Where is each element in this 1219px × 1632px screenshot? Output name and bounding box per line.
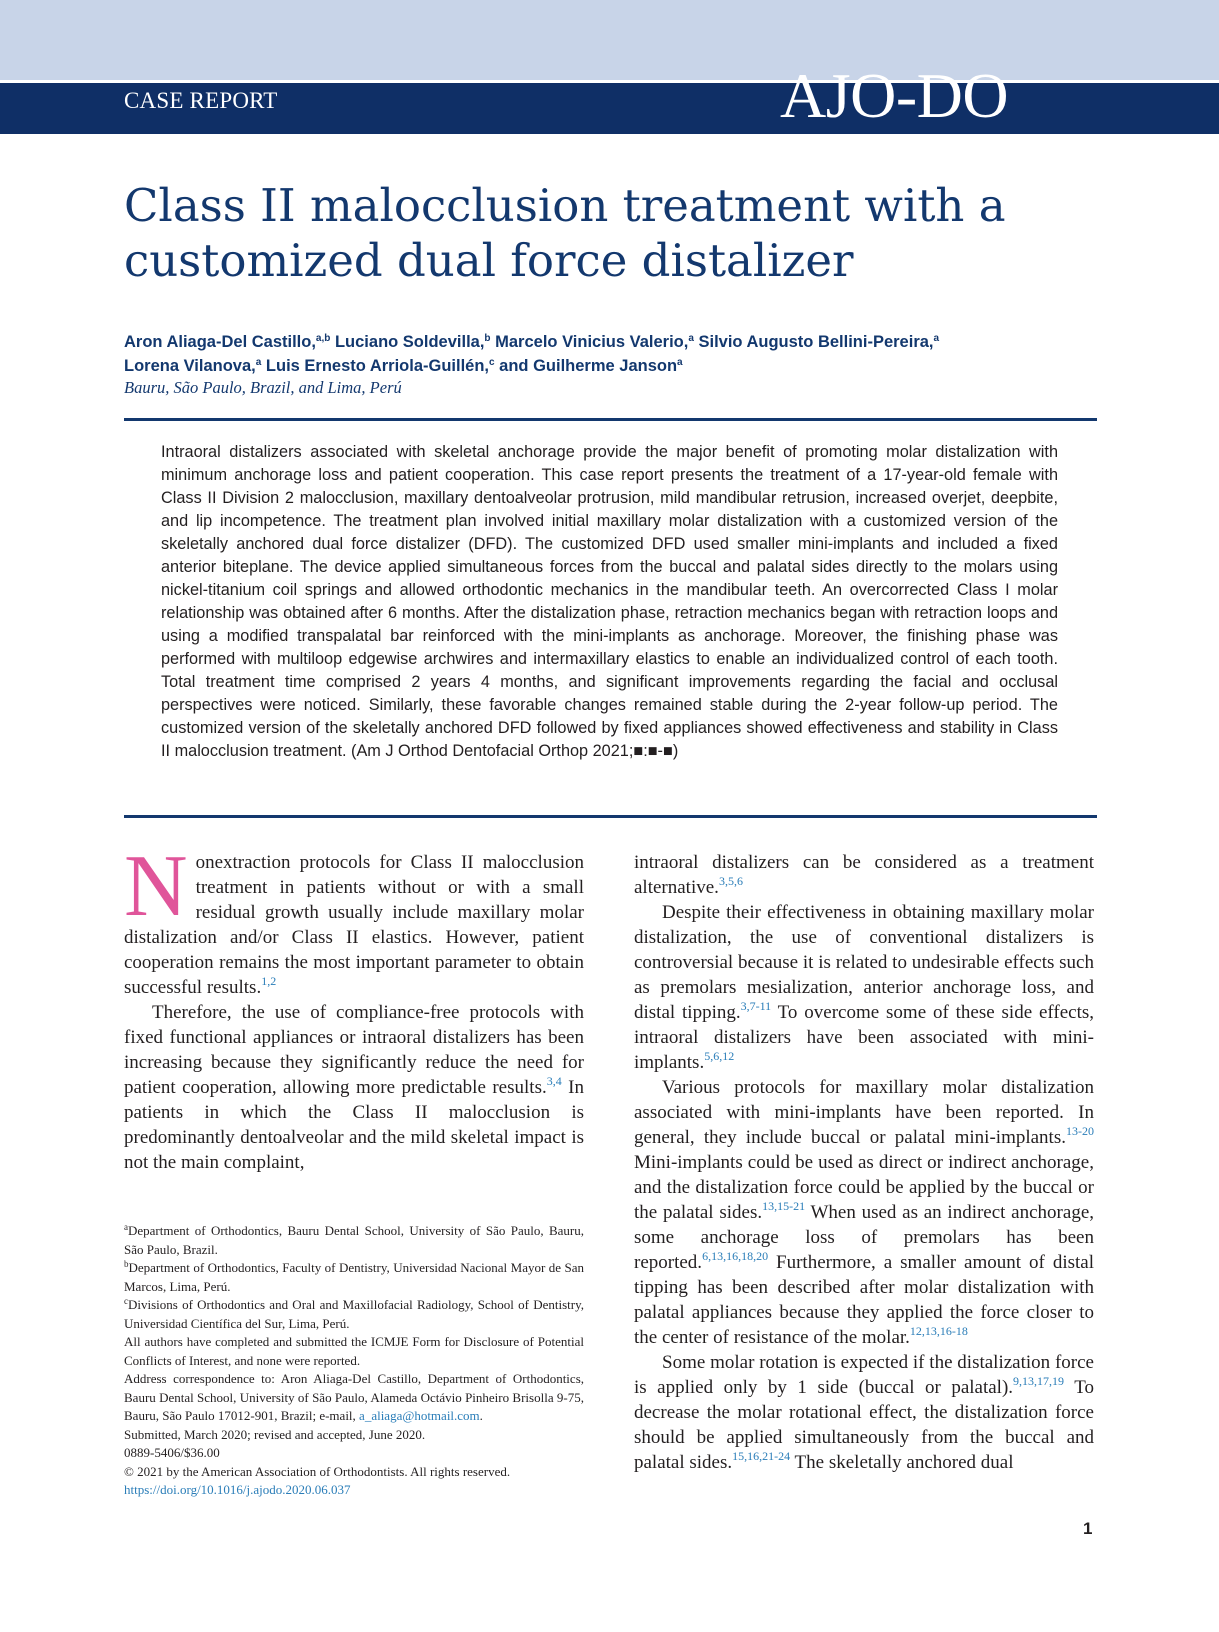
footnote-marker: c xyxy=(124,1296,128,1306)
author-affiliation: a,b xyxy=(315,333,331,344)
author-name: Aron Aliaga-Del Castillo, xyxy=(124,333,316,351)
paragraph-text: The skeletally anchored dual xyxy=(790,1452,1014,1473)
correspondence-note xyxy=(124,1370,584,1426)
issn: 0889-5406/$36.00 xyxy=(124,1445,220,1460)
author-line-1 xyxy=(124,330,1084,354)
citation-link[interactable]: 13,15-21 xyxy=(762,1199,806,1213)
footnote-text: Address correspondence to: Aron Aliaga-Del Castillo, Department of Orthodontics, Bauru Dental School, University of São Paulo, Alameda Octávio Pinheiro Brisolla 9-75, Bauru, São Paulo 17012-901, Brazil; e-mail, xyxy=(124,1371,584,1423)
author-name: Marcelo Vinicius Valerio, xyxy=(495,333,689,351)
email-link[interactable]: a_aliaga@hotmail.com xyxy=(359,1408,480,1423)
article-title xyxy=(124,178,1124,288)
disclosure-note: All authors have completed and submitted the ICMJE Form for Disclosure of Potential Conflicts of Interest, and none were reported. xyxy=(124,1334,584,1368)
citation-link[interactable]: 3,7-11 xyxy=(740,999,772,1013)
footnote-text: Department of Orthodontics, Bauru Dental School, University of São Paulo, Bauru, São Paulo, Brazil. xyxy=(124,1223,584,1257)
author-affiliation: a xyxy=(933,333,940,344)
citation-link[interactable]: 3,4 xyxy=(546,1074,562,1088)
title-line-1: Class II malocclusion treatment with a xyxy=(124,179,1006,232)
body-paragraph xyxy=(124,1000,584,1175)
body-column-right xyxy=(634,850,1094,1475)
author-name: Lorena Vilanova, xyxy=(124,357,256,375)
citation-link[interactable]: 3,5,6 xyxy=(718,874,743,888)
body-paragraph xyxy=(634,1075,1094,1350)
footnote-marker: b xyxy=(124,1259,129,1269)
footnote-text: Department of Orthodontics, Faculty of Dentistry, Universidad Nacional Mayor de San Marcos, Lima, Perú. xyxy=(124,1260,584,1294)
author-name: Luis Ernesto Arriola-Guillén, xyxy=(265,357,489,375)
citation-link[interactable]: 6,13,16,18,20 xyxy=(702,1249,769,1263)
affiliation-footnote xyxy=(124,1259,584,1296)
submission-dates: Submitted, March 2020; revised and accepted, June 2020. xyxy=(124,1426,426,1442)
author-affiliation: a xyxy=(677,357,683,368)
section-label: CASE REPORT xyxy=(124,88,278,113)
page-number: 1 xyxy=(1083,1519,1093,1538)
journal-logo: AJO-DO xyxy=(780,60,1009,131)
citation-link[interactable]: 13-20 xyxy=(1066,1124,1094,1138)
author-list xyxy=(124,330,1084,378)
paragraph-text: Mini-implants could be used as direct or indirect anchorage, and the distalization force could be applied by the buccal or the palatal sides. xyxy=(634,1152,1094,1223)
copyright-note: © 2021 by the American Association of Orthodontists. All rights reserved. xyxy=(124,1463,511,1479)
author-line-2 xyxy=(124,354,1084,378)
footnote-marker: a xyxy=(124,1222,128,1232)
paragraph-text: To decrease the molar rotational effect, the distalization force should be applied simultaneously from the buccal and palatal sides. xyxy=(634,1377,1094,1473)
abstract: Intraoral distalizers associated with skeletal anchorage provide the major benefit of promoting molar distalization with minimum anchorage loss and patient cooperation. This case report presents the treatment of a 17-year-old female with Class II Division 2 malocclusion, maxillary dentoalveolar protrusion, mild mandibular retrusion, increased overjet, deepbite, and lip incompetence. The treatment plan involved initial maxillary molar distalization with a customized version of the skeletally anchored dual force distalizer (DFD). The customized DFD used smaller mini-implants and included a fixed anterior biteplane. The device applied simultaneous forces from the buccal and palatal sides directly to the molars using nickel-titanium coil springs and allowed orthodontic mechanics in the mandibular teeth. An overcorrected Class I molar relationship was obtained after 6 months. After the distalization phase, retraction mechanics began with retraction loops and using a modified transpalatal bar reinforced with the mini-implants as anchorage. Moreover, the finishing phase was performed with multiloop edgewise archwires and intermaxillary elastics to enable an individualized control of each tooth. Total treatment time comprised 2 years 4 months, and significant improvements regarding the facial and occlusal perspectives were noticed. Similarly, these favorable changes remained stable during the 2-year follow-up period. The customized version of the skeletally anchored DFD followed by fixed appliances showed effectiveness and stability in Class II malocclusion treatment. (Am J Orthod Dentofacial Orthop 2021;■:■-■) xyxy=(161,443,1058,760)
affiliation-footnote xyxy=(124,1222,584,1259)
paragraph-text: Furthermore, a smaller amount of distal tipping has been described after molar distalization with palatal appliances because they applied the force closer to the center of resistance of the molar. xyxy=(634,1252,1094,1348)
paragraph-text: Various protocols for maxillary molar distalization associated with mini-implants have been reported. In general, they include buccal or palatal mini-implants. xyxy=(634,1077,1094,1148)
title-line-2: customized dual force distalizer xyxy=(124,234,854,287)
body-paragraph xyxy=(124,838,584,1000)
author-name: and Guilherme Janson xyxy=(499,357,678,375)
doi-link[interactable]: https://doi.org/10.1016/j.ajodo.2020.06.037 xyxy=(124,1482,351,1497)
paragraph-text: When used as an indirect anchorage, some anchorage loss of premolars has been reported. xyxy=(634,1202,1094,1273)
body-paragraph xyxy=(634,850,1094,900)
citation-link[interactable]: 5,6,12 xyxy=(704,1049,735,1063)
abstract-top-rule xyxy=(124,418,1097,421)
author-location: Bauru, São Paulo, Brazil, and Lima, Perú xyxy=(124,378,402,397)
paragraph-text: Despite their effectiveness in obtaining maxillary molar distalization, the use of conventional distalizers is controversial because it is related to undesirable effects such as premolars mesialization, anterior anchorage loss, and distal tipping. xyxy=(634,902,1094,1023)
author-affiliation: a xyxy=(255,357,262,368)
affiliation-footnote xyxy=(124,1296,584,1333)
citation-link[interactable]: 1,2 xyxy=(261,974,277,988)
author-affiliation: c xyxy=(489,357,495,368)
paragraph-text: intraoral distalizers can be considered as a treatment alternative. xyxy=(634,852,1094,898)
drop-cap: N xyxy=(124,838,188,935)
citation-link[interactable]: 12,13,16-18 xyxy=(909,1324,968,1338)
author-affiliation: b xyxy=(484,333,491,344)
citation-link[interactable]: 15,16,21-24 xyxy=(732,1449,791,1463)
body-column-left xyxy=(124,838,585,1175)
paragraph-text: In patients in which the Class II malocclusion is predominantly dentoalveolar and the mild skeletal impact is not the main complaint, xyxy=(124,1077,585,1173)
citation-link[interactable]: 9,13,17,19 xyxy=(1013,1374,1065,1388)
paragraph-text: To overcome some of these side effects, intraoral distalizers have been associated with mini-implants. xyxy=(634,1002,1095,1073)
paragraph-text: onextraction protocols for Class II malocclusion treatment in patients without or with a small residual growth usually include maxillary molar distalization and/or Class II elastics. However, patient cooperation remains the most important parameter to obtain successful results. xyxy=(124,852,584,998)
footnote-text: . xyxy=(479,1408,483,1423)
paragraph-text: Therefore, the use of compliance-free protocols with fixed functional appliances or intraoral distalizers has been increasing because they significantly reduce the need for patient cooperation, allowing more predictable results. xyxy=(124,1002,584,1098)
footnote-text: Divisions of Orthodontics and Oral and Maxillofacial Radiology, School of Dentistry, Universidad Científica del Sur, Lima, Perú. xyxy=(124,1297,584,1331)
footnotes xyxy=(124,1222,584,1500)
body-paragraph xyxy=(634,1350,1094,1475)
abstract-bottom-rule xyxy=(124,815,1097,818)
author-affiliation: a xyxy=(688,333,694,344)
author-name: Silvio Augusto Bellini-Pereira, xyxy=(698,333,934,351)
paragraph-text: Some molar rotation is expected if the distalization force is applied only by 1 side (buccal or palatal). xyxy=(634,1352,1094,1398)
body-paragraph xyxy=(634,900,1094,1075)
author-name: Luciano Soldevilla, xyxy=(334,333,485,351)
